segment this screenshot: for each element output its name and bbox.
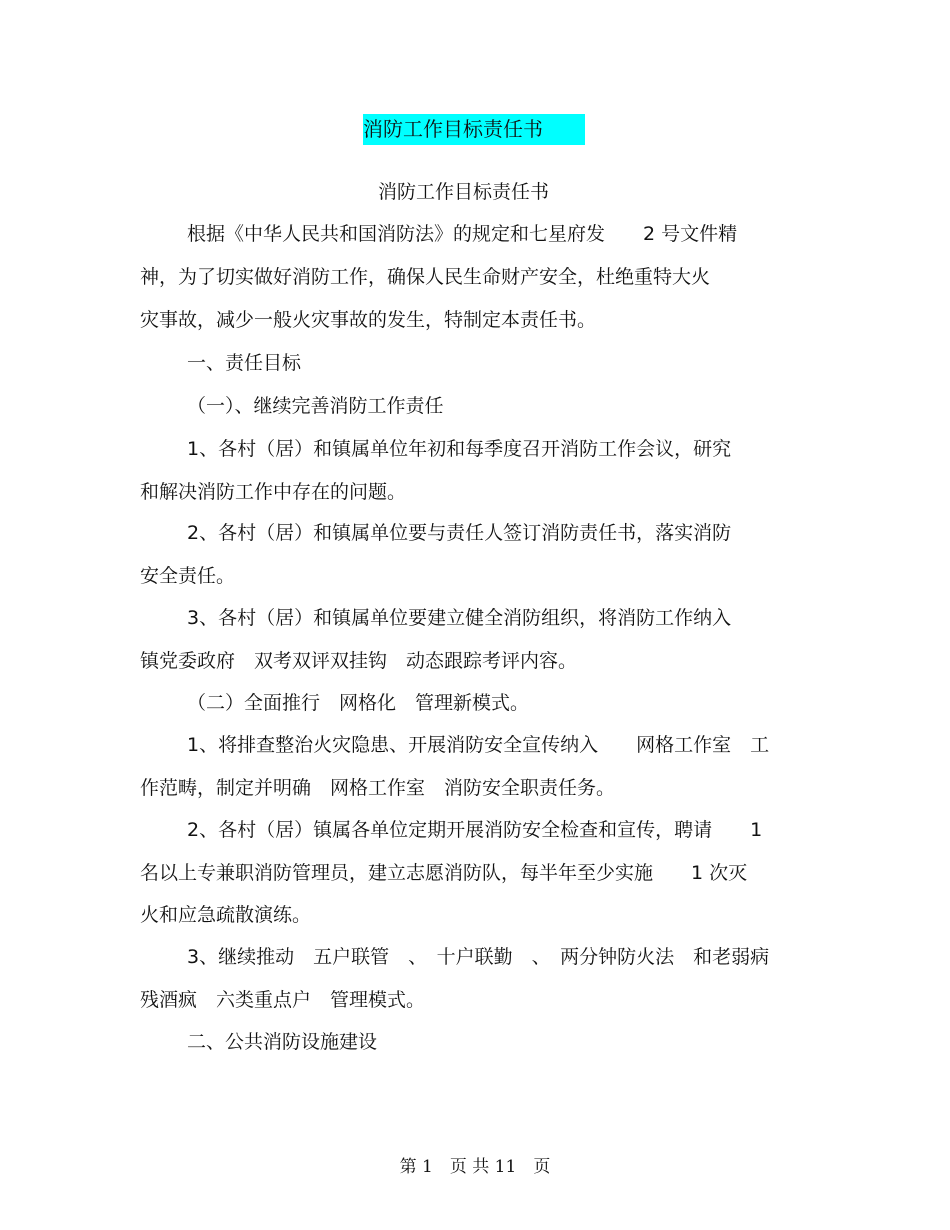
paragraph-line: 1、将排查整治火灾隐患、开展消防安全宣传纳入 网格工作室 工: [187, 734, 770, 756]
paragraph-line: 2、各村（居）和镇属单位要与责任人签订消防责任书，落实消防: [187, 522, 732, 544]
subsection-heading: （二）全面推行 网格化 管理新模式。: [187, 692, 530, 714]
highlighted-title: 消防工作目标责任书: [363, 114, 585, 145]
paragraph-line: 残酒疯 六类重点户 管理模式。: [140, 989, 426, 1011]
page-footer: 第 1 页 共 11 页: [399, 1157, 551, 1177]
paragraph-line: 和解决消防工作中存在的问题。: [140, 481, 407, 503]
paragraph-line: 3、各村（居）和镇属单位要建立健全消防组织，将消防工作纳入: [187, 607, 732, 629]
paragraph-line: 火和应急疏散演练。: [140, 904, 312, 926]
section-heading: 二、公共消防设施建设: [187, 1031, 378, 1053]
paragraph-line: 安全责任。: [140, 565, 236, 587]
paragraph-line: 镇党委政府 双考双评双挂钩 动态跟踪考评内容。: [140, 650, 578, 672]
section-heading: 一、责任目标: [187, 352, 302, 374]
paragraph-line: 灾事故，减少一般火灾事故的发生，特制定本责任书。: [140, 309, 597, 331]
paragraph-line: 作范畴，制定并明确 网格工作室 消防安全职责任务。: [140, 777, 616, 799]
paragraph-line: 名以上专兼职消防管理员，建立志愿消防队，每半年至少实施 1 次灭: [140, 862, 748, 884]
paragraph-line: 2、各村（居）镇属各单位定期开展消防安全检查和宣传，聘请 1: [187, 819, 763, 841]
paragraph-line: 神，为了切实做好消防工作，确保人民生命财产安全，杜绝重特大火: [140, 266, 711, 288]
paragraph-line: 3、继续推动 五户联管 、 十户联勤 、 两分钟防火法 和老弱病: [187, 946, 770, 968]
paragraph-line: 1、各村（居）和镇属单位年初和每季度召开消防工作会议，研究: [187, 438, 732, 460]
document-subtitle: 消防工作目标责任书: [378, 181, 550, 203]
paragraph-line: 根据《中华人民共和国消防法》的规定和七星府发 2 号文件精: [187, 223, 738, 245]
subsection-heading: （一）、继续完善消防工作责任: [187, 395, 444, 417]
